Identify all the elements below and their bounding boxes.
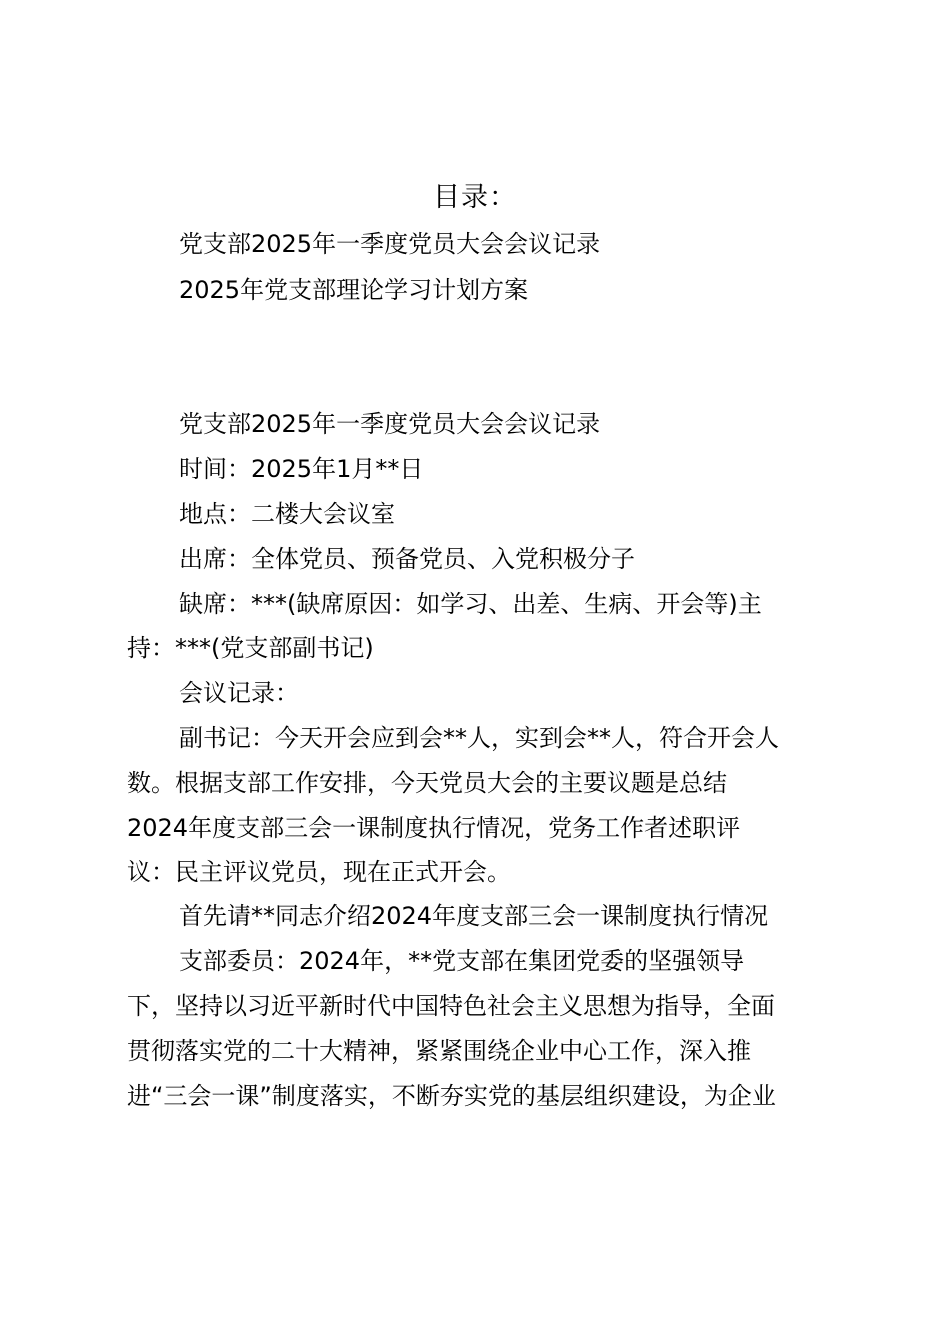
meeting-place: 地点：二楼大会议室: [179, 500, 395, 528]
paragraph-line: 首先请**同志介绍2024年度支部三会一课制度执行情况: [179, 902, 769, 930]
meeting-absent: 缺席：***(缺席原因：如学习、出差、生病、开会等)主: [179, 590, 762, 618]
paragraph-line: 贯彻落实党的二十大精神，紧紧围绕企业中心工作，深入推: [127, 1037, 751, 1065]
record-label: 会议记录：: [179, 679, 299, 707]
paragraph-line: 支部委员：2024年，**党支部在集团党委的坚强领导: [179, 947, 745, 975]
paragraph-line: 副书记：今天开会应到会**人，实到会**人，符合开会人: [179, 724, 779, 752]
meeting-absent-cont: 持：***(党支部副书记): [127, 634, 374, 662]
section-heading: 党支部2025年一季度党员大会会议记录: [179, 410, 601, 438]
paragraph-line: 议：民主评议党员，现在正式开会。: [127, 858, 511, 886]
paragraph-line: 进“三会一课”制度落实，不断夯实党的基层组织建设，为企业: [127, 1082, 776, 1110]
paragraph-line: 2024年度支部三会一课制度执行情况，党务工作者述职评: [127, 814, 741, 842]
meeting-time: 时间：2025年1月**日: [179, 455, 424, 483]
toc-item: 2025年党支部理论学习计划方案: [179, 276, 529, 304]
paragraph-line: 下，坚持以习近平新时代中国特色社会主义思想为指导，全面: [127, 992, 775, 1020]
toc-item: 党支部2025年一季度党员大会会议记录: [179, 230, 601, 258]
toc-title: 目录：: [433, 182, 517, 213]
meeting-attendees: 出席：全体党员、预备党员、入党积极分子: [179, 545, 635, 573]
paragraph-line: 数。根据支部工作安排，今天党员大会的主要议题是总结: [127, 769, 727, 797]
